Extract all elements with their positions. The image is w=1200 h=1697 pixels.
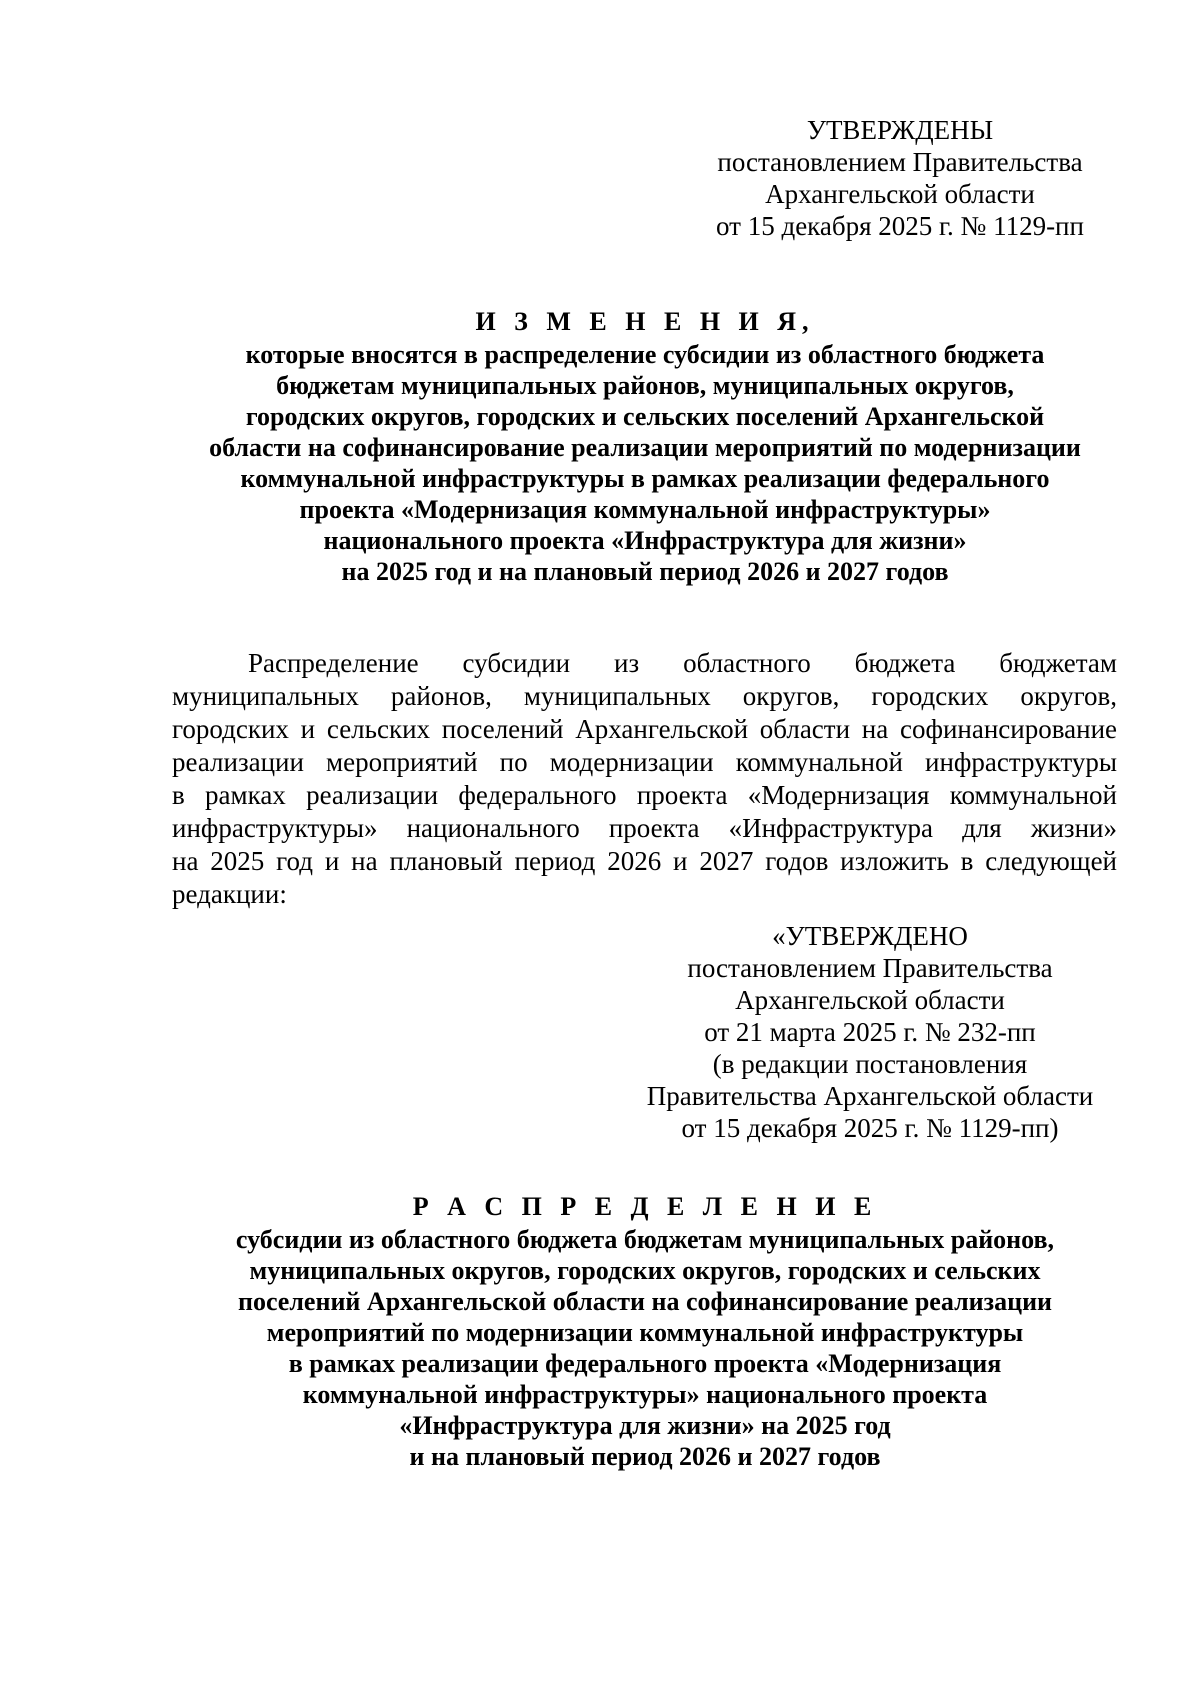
heading-line: поселений Архангельской области на софинансирование реализации	[237, 1287, 1053, 1316]
paragraph-line: городских и сельских поселений Архангельской области на софинансирование	[172, 714, 1117, 744]
changes-title: И З М Е Н Е Н И Я,	[475, 307, 815, 336]
heading-line: которые вносятся в распределение субсидии из областного бюджета	[245, 340, 1045, 369]
approval-line: от 15 декабря 2025 г. № 1129-пп	[716, 211, 1084, 241]
heading-line: коммунальной инфраструктуры в рамках реализации федерального	[240, 464, 1050, 493]
paragraph-line: в рамках реализации федерального проекта «Модернизация коммунальной	[172, 780, 1117, 810]
approval-line: Архангельской области	[735, 985, 1005, 1015]
approval-stamp-inner	[620, 920, 1120, 1144]
heading-line: городских округов, городских и сельских поселений Архангельской	[245, 402, 1045, 431]
paragraph-line: реализации мероприятий по модернизации коммунальной инфраструктуры	[172, 747, 1117, 777]
heading-line: и на плановый период 2026 и 2027 годов	[409, 1442, 881, 1471]
heading-line: на 2025 год и на плановый период 2026 и 2027 годов	[341, 557, 949, 586]
heading-line: области на софинансирование реализации мероприятий по модернизации	[209, 433, 1081, 462]
paragraph-line: редакции:	[172, 879, 287, 909]
approval-title: «УТВЕРЖДЕНО	[772, 921, 968, 951]
heading-line: коммунальной инфраструктуры» национального проекта	[302, 1380, 988, 1409]
approval-line: (в редакции постановления	[712, 1049, 1028, 1079]
heading-line: бюджетам муниципальных районов, муниципальных округов,	[276, 371, 1014, 400]
heading-line: мероприятий по модернизации коммунальной инфраструктуры	[266, 1318, 1024, 1347]
heading-line: «Инфраструктура для жизни» на 2025 год	[399, 1411, 891, 1440]
approval-line: постановлением Правительства	[717, 147, 1083, 177]
approval-title: УТВЕРЖДЕНЫ	[806, 115, 994, 145]
approval-line: от 15 декабря 2025 г. № 1129-пп)	[681, 1113, 1059, 1143]
heading-line: муниципальных округов, городских округов, городских и сельских	[249, 1256, 1041, 1285]
paragraph-line: на 2025 год и на плановый период 2026 и 2027 годов изложить в следующей	[172, 846, 1117, 876]
paragraph-line: Распределение субсидии из областного бюджета бюджетам	[248, 648, 1117, 678]
paragraph-line: инфраструктуры» национального проекта «Инфраструктура для жизни»	[172, 813, 1117, 843]
intro-paragraph	[172, 647, 1117, 911]
distribution-heading	[130, 1191, 1160, 1472]
approval-line: Правительства Архангельской области	[646, 1081, 1094, 1111]
approval-stamp-top	[700, 114, 1100, 242]
distribution-title: Р А С П Р Е Д Е Л Е Н И Е	[412, 1192, 878, 1221]
heading-line: национального проекта «Инфраструктура для жизни»	[323, 526, 967, 555]
approval-line: от 21 марта 2025 г. № 232-пп	[704, 1017, 1036, 1047]
paragraph-line: муниципальных районов, муниципальных округов, городских округов,	[172, 681, 1117, 711]
heading-line: проекта «Модернизация коммунальной инфраструктуры»	[299, 495, 991, 524]
heading-line: в рамках реализации федерального проекта «Модернизация	[288, 1349, 1002, 1378]
approval-line: Архангельской области	[765, 179, 1035, 209]
approval-line: постановлением Правительства	[687, 953, 1053, 983]
changes-heading	[130, 306, 1160, 587]
heading-line: субсидии из областного бюджета бюджетам муниципальных районов,	[235, 1225, 1055, 1254]
